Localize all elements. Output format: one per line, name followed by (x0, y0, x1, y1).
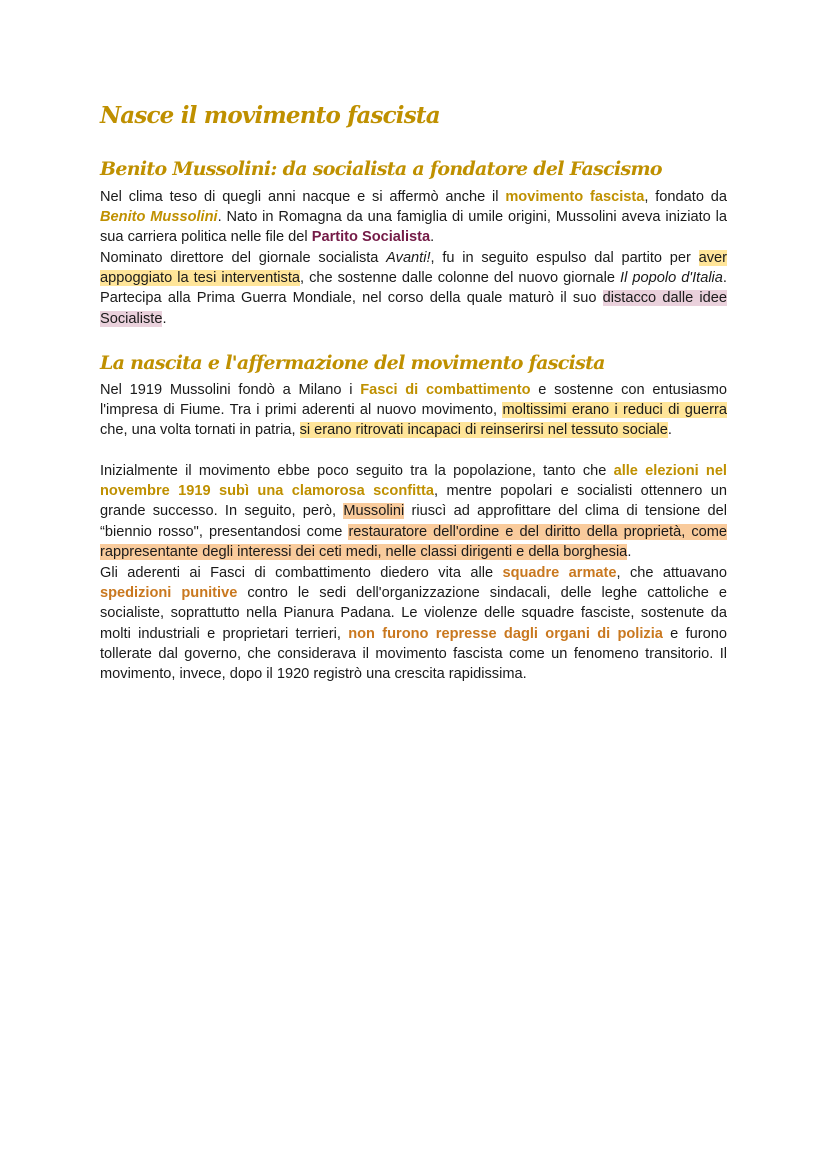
highlight-distacco: distacco dalle idee Socialiste (100, 290, 727, 327)
newspaper-title-popolo-italia: Il popolo d'Italia (620, 270, 723, 287)
text-run: . (667, 422, 672, 439)
section-heading-nascita: La nascita e l'affermazione del movimento fascista (100, 352, 605, 374)
page-title: Nasce il movimento fascista (100, 102, 440, 129)
text-run: contro le sedi dell'organizzazione sindacali, delle leghe cattoliche e socialiste, soprattutto nella Pianura Padana. Le violenze delle squadre fasciste, sostenute da molti industriali e proprietari terrieri, (100, 585, 727, 642)
text-run: Nel 1919 Mussolini fondò a Milano i (100, 382, 361, 398)
text-run: . (430, 229, 435, 246)
text-run: . (162, 310, 167, 327)
text-run: , fu in seguito espulso dal partito per (430, 250, 699, 266)
text-run: Nominato direttore del giornale socialista (100, 250, 387, 266)
key-term-non-represse: non furono represse dagli organi di polizia (348, 625, 663, 642)
highlight-reinserirsi: si erano ritrovati incapaci di reinserirsi nel tessuto sociale (299, 422, 668, 439)
text-run: che, una volta tornati in patria, (100, 422, 300, 439)
paragraph (100, 461, 727, 562)
paragraph (100, 563, 727, 684)
section-heading-mussolini: Benito Mussolini: da socialista a fondatore del Fascismo (100, 158, 662, 180)
key-term-benito-mussolini: Benito Mussolini (100, 209, 218, 226)
text-run: , mentre popolari e socialisti ottennero un grande successo. In seguito, però, (100, 483, 727, 520)
key-term-elezioni-1919: alle elezioni nel novembre 1919 subì una clamorosa sconfitta (100, 463, 727, 500)
text-run: Nel clima teso di quegli anni nacque e si affermò anche il (100, 189, 506, 205)
text-run: . (627, 543, 632, 560)
text-run: , fondato da (644, 189, 727, 205)
text-run: , che sostenne dalle colonne del nuovo giornale (300, 270, 621, 287)
text-run: Gli aderenti ai Fasci di combattimento diedero vita alle (100, 565, 503, 581)
text-run: riuscì ad approfittare del clima di tensione del “biennio rosso", presentandosi come (100, 503, 727, 540)
key-term-movimento-fascista: movimento fascista (505, 189, 645, 205)
text-run: e furono tollerate dal governo, che considerava il movimento fascista come un fenomeno transitorio. Il movimento, invece, dopo il 1920 registrò una crescita rapidissima. (100, 625, 727, 683)
text-run: e sostenne con entusiasmo l'impresa di Fiume. Tra i primi aderenti al nuovo movimento, (100, 382, 727, 419)
key-term-partito-socialista: Partito Socialista (311, 229, 431, 246)
key-term-spedizioni-punitive: spedizioni punitive (100, 585, 238, 602)
text-run: . Nato in Romagna da una famiglia di umile origini, Mussolini aveva iniziato la sua carriera politica nelle file del (100, 209, 727, 246)
highlight-mussolini: Mussolini (343, 503, 405, 520)
text-run: . Partecipa alla Prima Guerra Mondiale, nel corso della quale maturò il suo (100, 270, 727, 307)
text-run: Inizialmente il movimento ebbe poco seguito tra la popolazione, tanto che (100, 463, 614, 479)
text-run: , che attuavano (616, 565, 727, 581)
newspaper-title-avanti: Avanti! (386, 250, 431, 266)
paragraph (100, 248, 727, 329)
highlight-reduci: moltissimi erano i reduci di guerra (502, 402, 727, 419)
paragraph (100, 187, 727, 248)
highlight-restauratore: restauratore dell'ordine e del diritto della proprietà, come rappresentante degli interessi dei ceti medi, nelle classi dirigenti e della borghesia (100, 523, 728, 560)
paragraph (100, 380, 727, 441)
key-term-fasci-combattimento: Fasci di combattimento (360, 382, 531, 398)
highlight-interventista: aver appoggiato la tesi interventista (100, 250, 727, 287)
key-term-squadre-armate: squadre armate (502, 565, 617, 581)
